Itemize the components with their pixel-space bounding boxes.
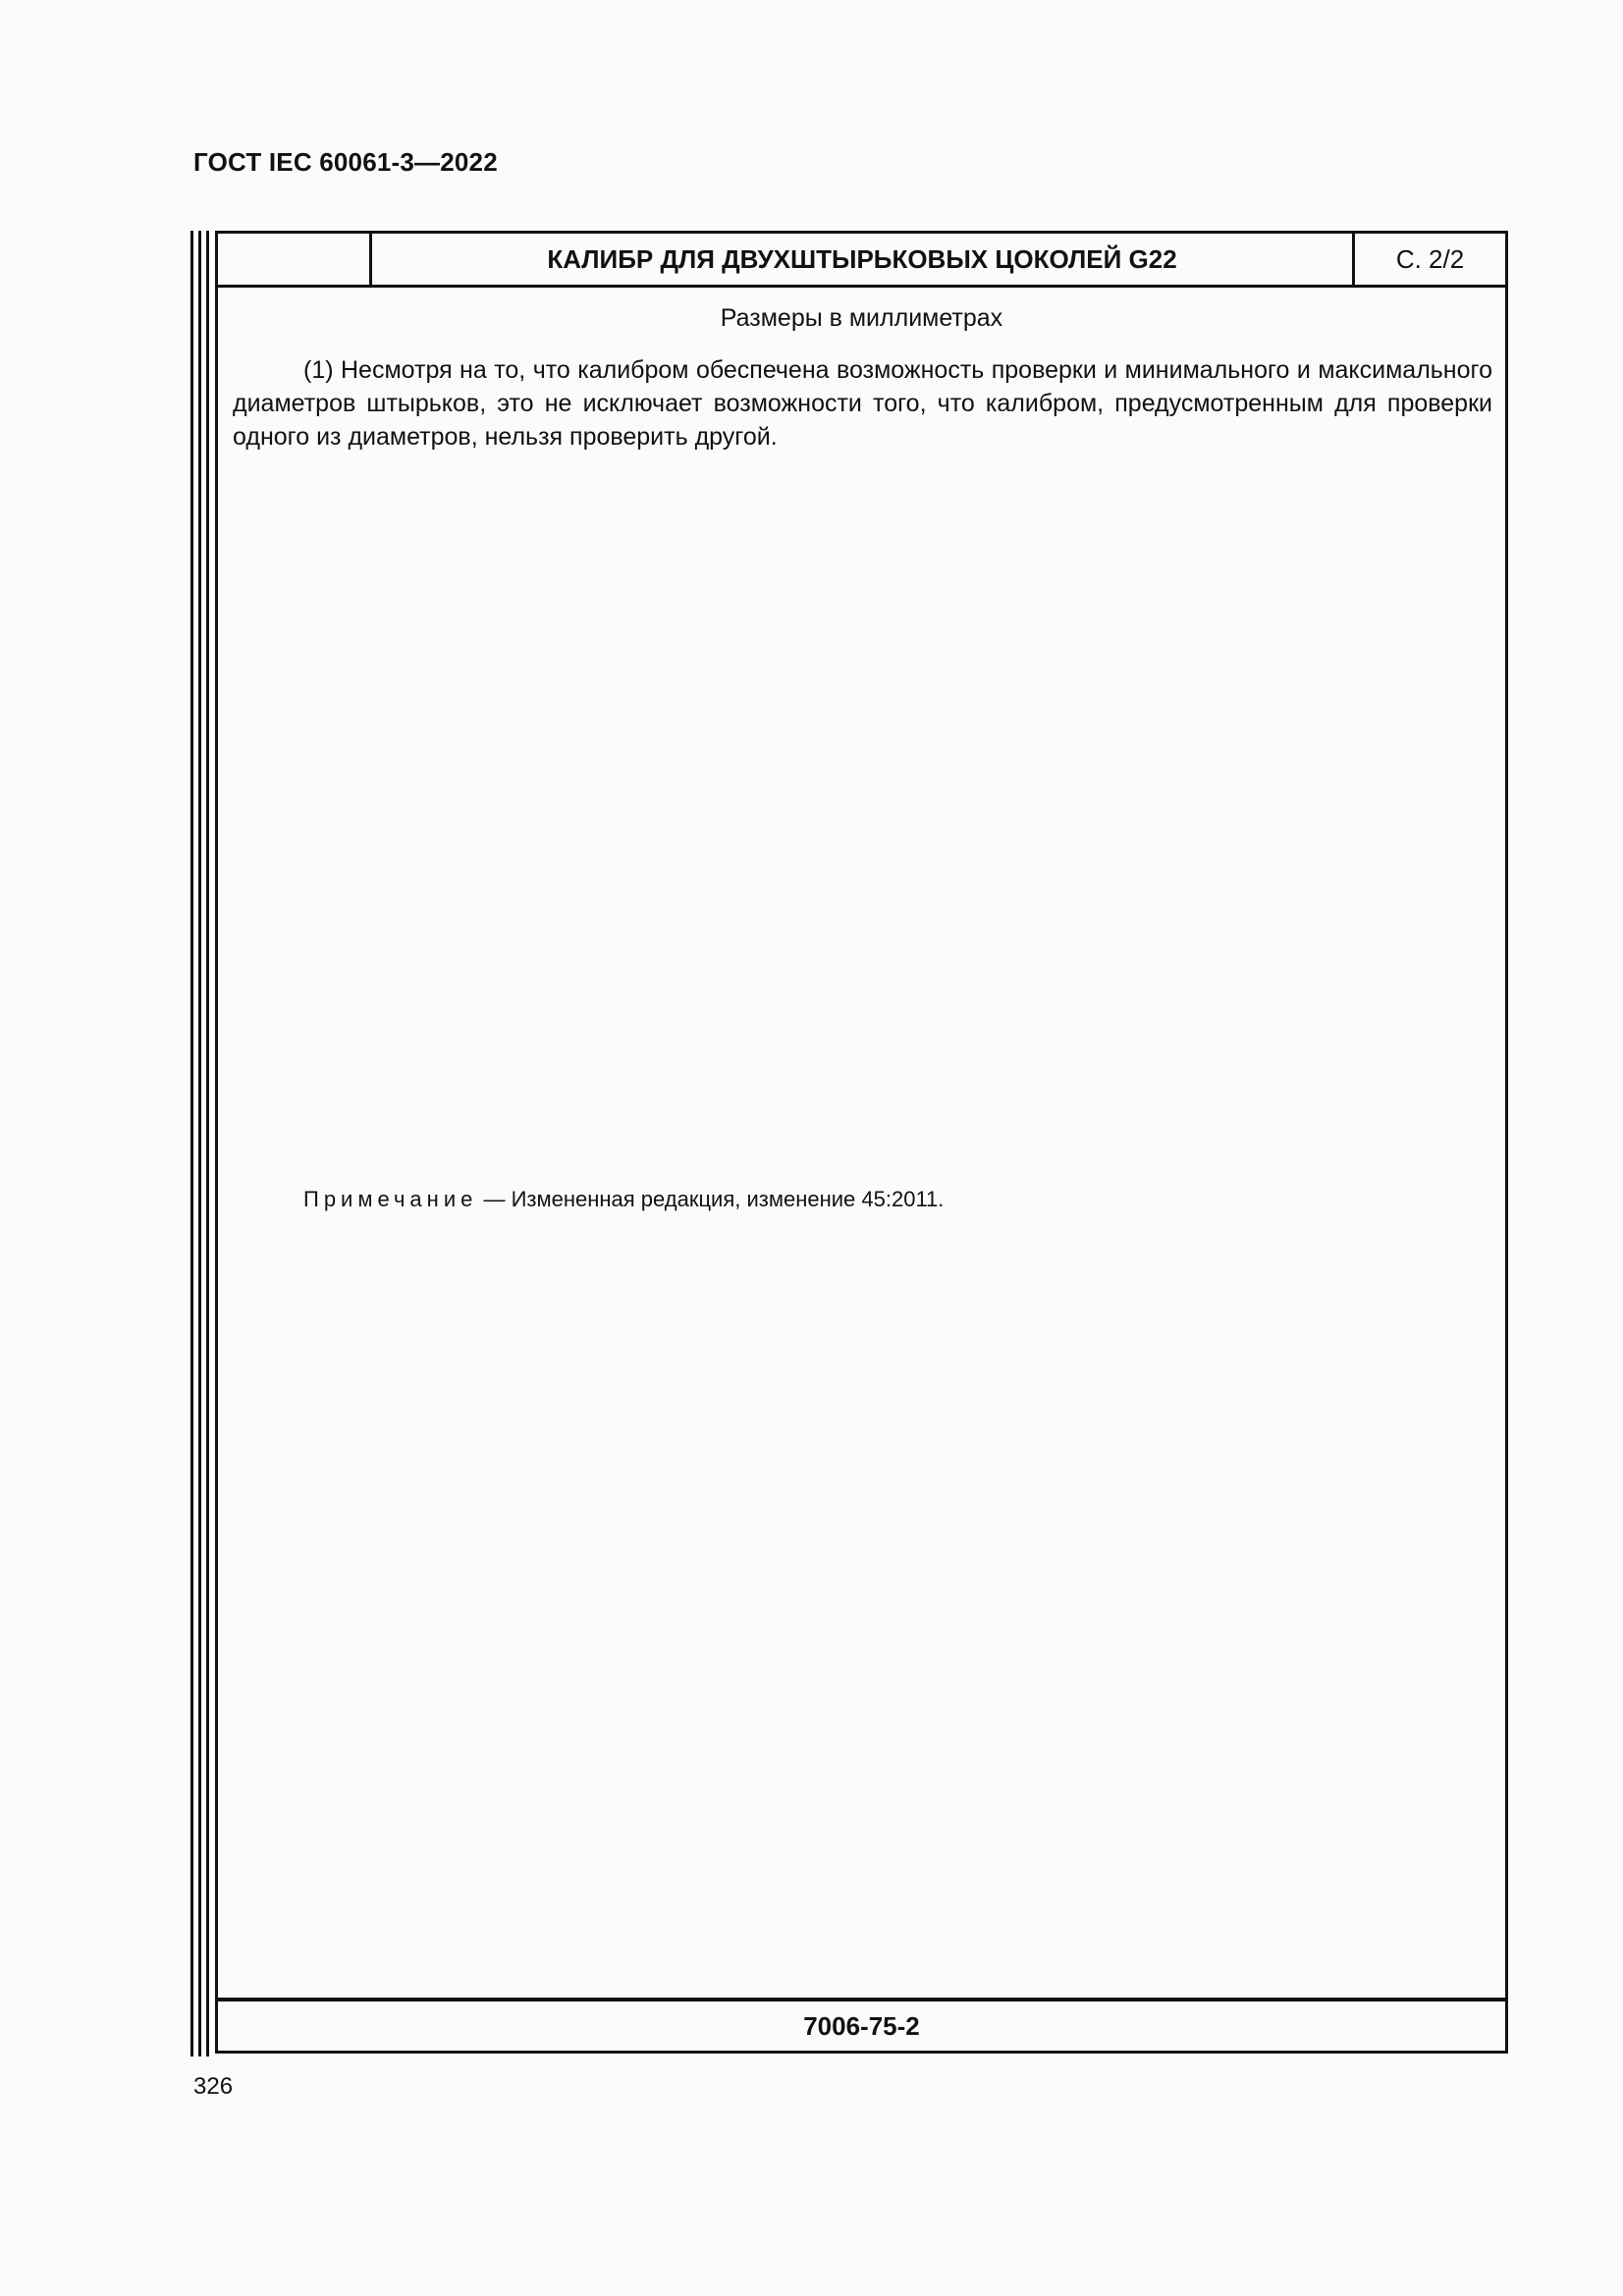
title-empty-cell xyxy=(218,234,372,285)
sheet-frame xyxy=(215,231,1508,2054)
sheet-code: 7006-75-2 xyxy=(218,1998,1505,2051)
footnote-paragraph: (1) Несмотря на то, что калибром обеспечена возможность проверки и минимального и максимального диаметров штырьков, это не исключает возможности того, что калибром, предусмотренным для проверки одного из диаметров, нельзя проверить другой. xyxy=(233,356,1492,451)
margin-rule xyxy=(206,231,209,2056)
note xyxy=(303,1187,944,1212)
sheet-reference: С. 2/2 xyxy=(1395,243,1465,274)
dimensions-label: Размеры в миллиметрах xyxy=(720,304,1003,332)
margin-rule xyxy=(190,231,193,2056)
sheet-title-row xyxy=(218,234,1505,288)
document-header: ГОСТ IEC 60061-3—2022 xyxy=(193,147,498,177)
sheet-title: КАЛИБР ДЛЯ ДВУХШТЫРЬКОВЫХ ЦОКОЛЕЙ G22 xyxy=(372,234,1355,285)
page-number: 326 xyxy=(193,2073,234,2100)
note-label: Примечание xyxy=(303,1187,478,1211)
margin-rule xyxy=(198,231,201,2056)
note-text: — Измененная редакция, изменение 45:2011. xyxy=(477,1187,945,1211)
